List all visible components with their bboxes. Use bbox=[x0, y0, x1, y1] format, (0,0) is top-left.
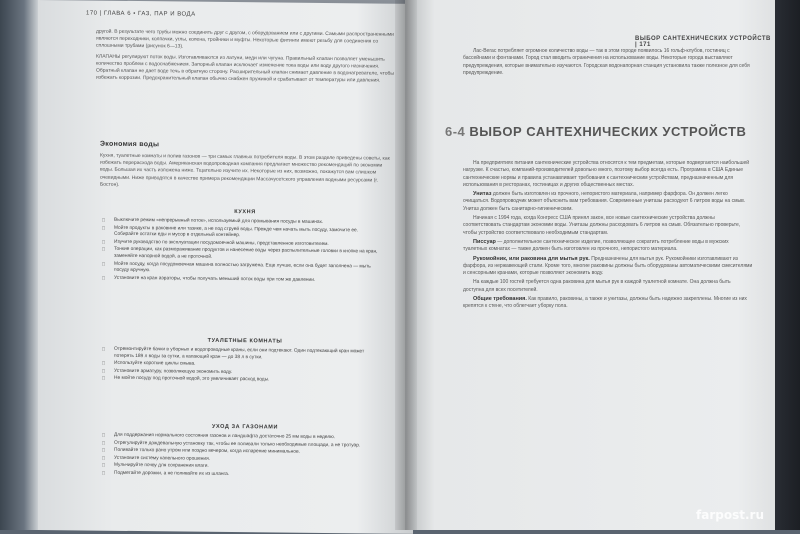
chapter-heading bbox=[445, 124, 746, 139]
toilet-bowl-heading: Унитаз bbox=[473, 191, 492, 198]
left-page bbox=[38, 0, 413, 534]
toilet-item: □ Отремонтируйте бачки в уборных и водопроводные краны, если они подтекают. Один подтекающий кран может потерять 189 л воды за сутки, а капающий кран — до 38 л в сутки. bbox=[100, 347, 380, 363]
intro-paragraph-1: другой. В результате чего трубы можно соединять друг с другом, с оборудованием или с другими. Самыми распространенными являются переходники, колпачки, углы, колена, тройники и муфты. Некоторые фитинги имеют резьбу для соединения со сплошными трубами (рисунок 6—13). bbox=[96, 28, 394, 50]
intro-paragraph-2: КЛАПАНЫ регулируют поток воды. Изготавливаются из латуни, меди или чугуна. Правильный клапан позволяет уменьшить количество проблем с водоснабжением. Запорный клапан исключает изменение тока воды или воду другого назначения. Обратный клапан не дает воде течь в обратную сторону. Расширительный клапан снимает давление в водонагревателе, чтобы избежать коррозии. Предохранительный клапан обычно снабжен пружиной и срабатывает от температуры или давления. bbox=[96, 53, 394, 84]
sink-heading: Рукомойник, или раковина для мытья рук. bbox=[473, 255, 590, 262]
section-intro: Кухня, туалетные комнаты и полив газонов — три самых главных потребителя воды. В этом разделе приведены советы, как избежать перерасхода воды. Американская водопроводная компания предлагает множество рекомендаций по экономии воды. Большая их часть изложена ниже. Тщательно изучите их. Некоторые из них, возможно, покажутся вам слишком очевидными. Ниже приводятся в качестве примера рекомендации Массачусетского управления водными ресурсами (г. Бостон). bbox=[100, 152, 390, 188]
general-heading: Общие требования. bbox=[473, 296, 527, 303]
sink-text-2: На каждые 100 гостей требуется одна раковина для мытья рук в каждой туалетной комнате. Она должна быть доступна для всех посетителей. bbox=[463, 279, 731, 293]
kitchen-item: □ Мойте посуду, когда посудомоечная машина полностью загружена. Еще лучше, если она будет заполнена — мыть посуду вручную. bbox=[100, 261, 380, 277]
lawn-list bbox=[100, 433, 380, 481]
section-intro-block bbox=[100, 153, 390, 192]
right-intro: На предприятиях питания сантехнические устройства относятся к тем предметам, которые подвергаются наибольшей нагрузке. К счастью, компаний-производителей довольно много, поэтому выбор всегда есть. Программа в США Единые сантехнические нормы и правила устанавливает требования к сантехническим устройствам, предназначенным для использования в ресторанах, гостиницах и других общественных местах. bbox=[463, 160, 750, 188]
kitchen-heading: КУХНЯ bbox=[234, 209, 256, 216]
right-top-paragraph: Лас-Вегас потребляет огромное количество воды — так в этом городе появилось 16 гольф-клубов, гостиниц с бассейнами и фонтанами. Город стал вводить ограничения на использование воды. Некоторые города выставляют предупреждения, которые внимательно изучаются. Городская водонапорная станция установила также полезное для себя предупреждение. bbox=[463, 48, 750, 76]
kitchen-item: □ Изучите руководство по эксплуатации посудомоечной машины, представленное изготовителем. bbox=[100, 239, 380, 249]
toilet-bowl-text-2: Начиная с 1994 года, когда Конгресс США принял закон, все новые сантехнические устройства должны соответствовать стандартам экономии воды. Унитазы должны расходовать 6 литров на смыв. Обязательно проверьте, чтобы устройство соответствовало необходимым стандартам. bbox=[463, 215, 741, 236]
book-gutter bbox=[395, 0, 417, 530]
right-page bbox=[405, 0, 775, 530]
lawn-item: □ Отрегулируйте дождевальную установку так, чтобы ее поливали только необходимые площади, а не тротуар. bbox=[100, 440, 380, 450]
lawn-heading: УХОД ЗА ГАЗОНАМИ bbox=[211, 423, 279, 431]
lawn-item: □ Мульчируйте почву для сохранения влаги. bbox=[100, 463, 380, 473]
lawn-item: □ Подметайте дорожки, а не поливайте их из шланга. bbox=[100, 471, 380, 481]
general-text: Как правило, раковины, а также и унитазы, должны быть надежно закреплены. Многие из них крепятся к стене, что облегчает уборку пола. bbox=[463, 296, 747, 310]
chapter-number: 6-4 bbox=[445, 124, 466, 139]
urinal-heading: Писсуар bbox=[473, 238, 496, 245]
left-page-header: 170 | ГЛАВА 6 • ГАЗ, ПАР И ВОДА bbox=[86, 10, 196, 18]
toilet-item: □ Используйте короткие циклы смыва. bbox=[100, 361, 380, 371]
kitchen-list bbox=[100, 218, 380, 286]
section-title: Экономия воды bbox=[100, 140, 160, 149]
toilet-heading: ТУАЛЕТНЫЕ КОМНАТЫ bbox=[207, 337, 283, 345]
right-body bbox=[463, 160, 753, 313]
toilet-list bbox=[100, 347, 380, 387]
kitchen-item: □ Выключите режим «непрерывный поток», используемый для промывания посуды в машинах. bbox=[100, 218, 380, 228]
toilet-item: □ Не мойте посуду под проточной водой, это увеличивает расход воды. bbox=[100, 376, 380, 386]
sink-text: Предназначены для мытья рук. Рукомойники изготавливают из фарфора, из нержавеющей стали. Кроме того, многие раковины должны быть оборудованы автоматическими смесителями и сенсорными кранами, которые позволяют экономить воду. bbox=[463, 255, 753, 277]
lawn-item: □ Установите систему капельного орошения. bbox=[100, 455, 380, 465]
urinal-text: — дополнительное сантехническое изделие, позволяющее сократить потребление воды в мужских туалетных комнатах — также должен быть изготовлен из прочного, непористого материала. bbox=[463, 238, 729, 253]
lawn-item: □ Для поддержания нормального состояния газонов и ландшафта достаточно 25 мм воды в неделю. bbox=[100, 433, 380, 443]
right-top-block bbox=[463, 48, 753, 79]
kitchen-item: □ Установите на кран аэраторы, чтобы получать меньший поток воды при том же давлении. bbox=[100, 275, 380, 285]
chapter-title: ВЫБОР САНТЕХНИЧЕСКИХ УСТРОЙСТВ bbox=[469, 124, 747, 139]
kitchen-item: □ Мойте продукты в раковине или тазике, а не под струей воды. Прежде чем начать мыть посуду, замочите ее. Собирайте остатки еды и мусор в отдельный контейнер. bbox=[100, 225, 380, 241]
book-edge-left bbox=[0, 0, 40, 530]
toilet-item: □ Установите арматуру, позволяющую экономить воду. bbox=[100, 368, 380, 378]
left-intro bbox=[96, 29, 396, 86]
kitchen-item: □ Тонкие операции, как размораживание продуктов и нанесение воды через распылительные головки в кнопке на кран, заменяйте напорной водой, а не проточной. bbox=[100, 247, 380, 263]
right-page-header: ВЫБОР САНТЕХНИЧЕСКИХ УСТРОЙСТВ | 171 bbox=[635, 36, 771, 48]
toilet-bowl-text: должен быть изготовлен из прочного, непористого материала, например фарфора. Он должен легко очищаться. Водопроводчик может объяснить вам требования. Современные унитазы расходуют 6 литров воды на смыв. Унитаз должен быть санитарно-гигиеническим. bbox=[463, 191, 746, 212]
lawn-item: □ Поливайте только рано утром или поздно вечером, когда испарение минимальное. bbox=[100, 448, 380, 458]
watermark: farpost.ru bbox=[696, 508, 764, 522]
